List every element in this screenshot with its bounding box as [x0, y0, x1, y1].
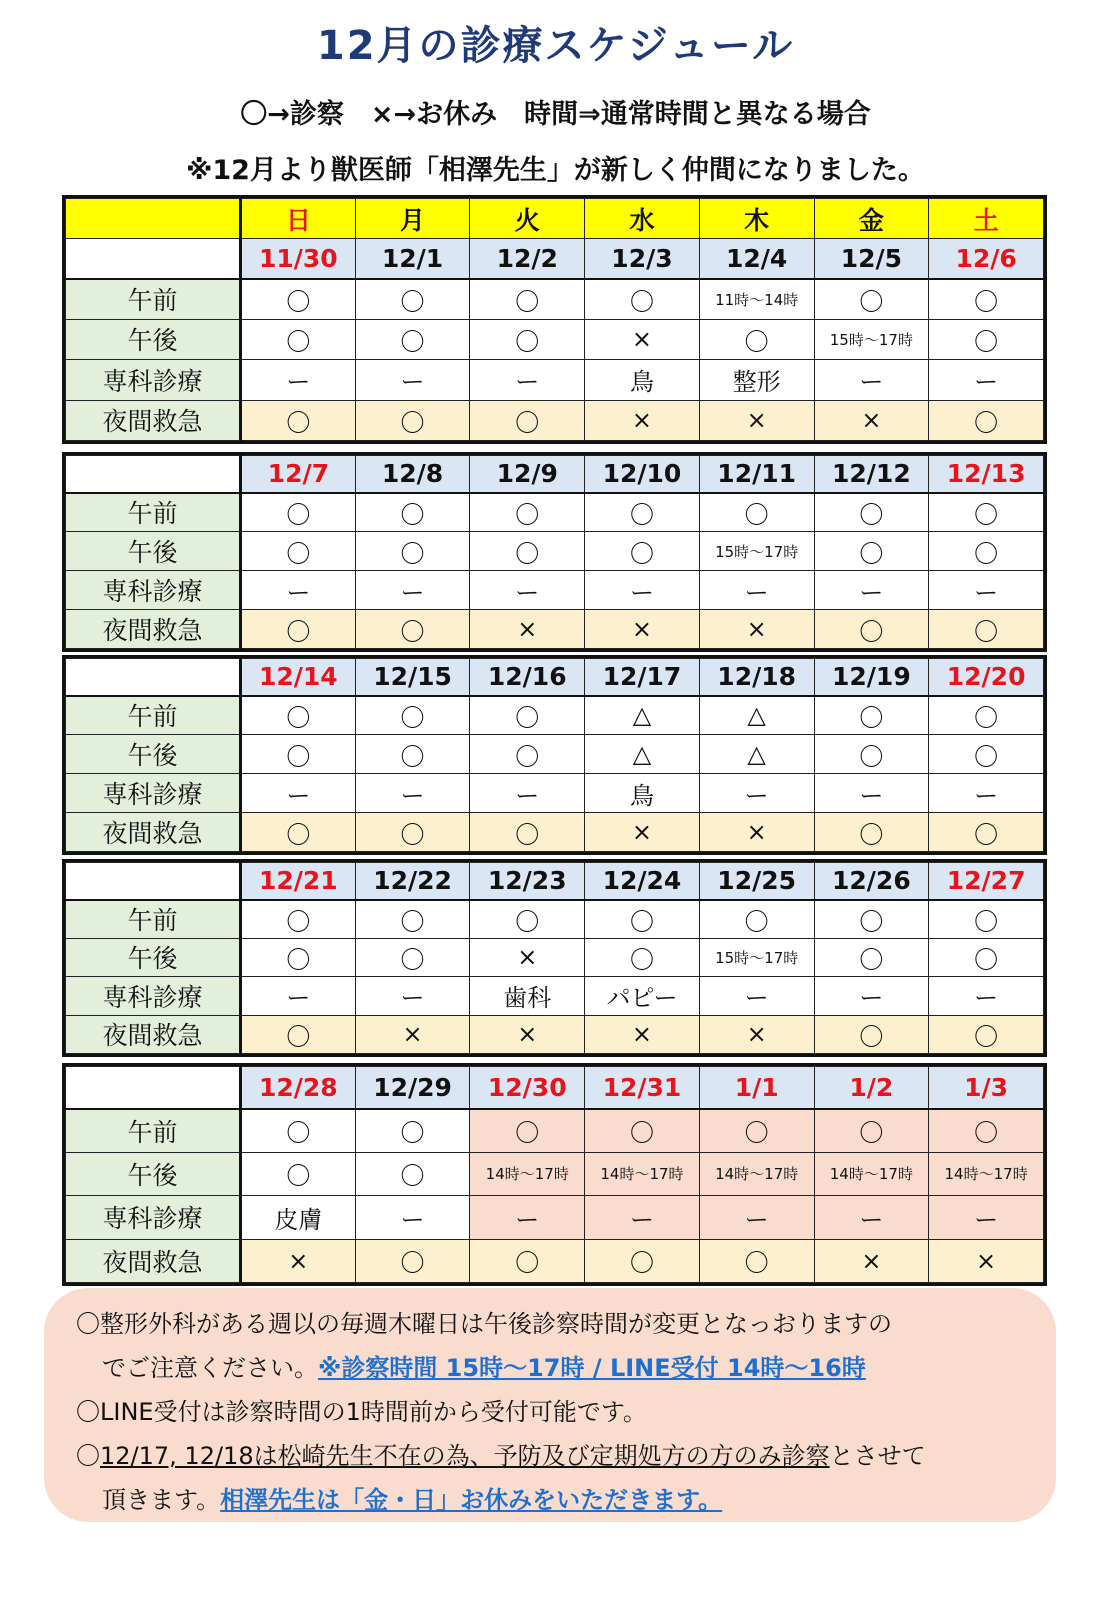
schedule-row-pm: [66, 1152, 1044, 1196]
schedule-cell: 〇: [929, 938, 1044, 977]
note-text: 〇整形外科がある週以の毎週木曜日は午後診察時間が変更となっおりますの: [76, 1310, 892, 1338]
date-cell: 12/21: [241, 863, 356, 900]
row-label: 夜間救急: [66, 1239, 241, 1283]
aizawa-link[interactable]: 相澤先生は「金・日」お休みをいただきます。: [220, 1486, 723, 1514]
week-table: [62, 1063, 1047, 1286]
date-cell: 12/23: [470, 863, 585, 900]
schedule-cell: ×: [699, 813, 814, 852]
schedule-cell: 〇: [470, 813, 585, 852]
date-row: [66, 1067, 1044, 1109]
week-table: [62, 452, 1047, 652]
schedule-row-am: [66, 696, 1044, 735]
date-row: [66, 659, 1044, 696]
schedule-cell: 〇: [814, 493, 929, 532]
schedule-cell: 皮膚: [241, 1196, 356, 1240]
schedule-row-am: [66, 1109, 1044, 1153]
schedule-cell: 15時～17時: [814, 319, 929, 360]
schedule-cell: 〇: [241, 1015, 356, 1054]
schedule-cell: 〇: [241, 610, 356, 649]
date-cell: 1/1: [699, 1067, 814, 1109]
schedule-cell: 〇: [241, 696, 356, 735]
date-cell: 12/24: [585, 863, 700, 900]
date-cell: 12/12: [814, 456, 929, 493]
date-cell: 12/19: [814, 659, 929, 696]
row-label: 午前: [66, 493, 241, 532]
row-label: 午前: [66, 696, 241, 735]
row-label: 夜間救急: [66, 1015, 241, 1054]
note-text: 〇LINE受付は診察時間の1時間前から受付可能です。: [76, 1398, 647, 1426]
schedule-cell: 14時～17時: [814, 1152, 929, 1196]
schedule-cell: ー: [470, 360, 585, 401]
schedule-cell: 〇: [814, 735, 929, 774]
schedule-cell: 〇: [241, 400, 356, 441]
schedule-cell: ×: [585, 319, 700, 360]
date-cell: 12/13: [929, 456, 1044, 493]
schedule-cell: 〇: [814, 532, 929, 571]
schedule-cell: ×: [699, 610, 814, 649]
schedule-cell: 〇: [470, 532, 585, 571]
schedule-cell: ×: [929, 1239, 1044, 1283]
schedule-cell: 鳥: [585, 774, 700, 813]
day-thu: 木: [699, 199, 814, 239]
date-cell: 12/5: [814, 239, 929, 279]
schedule-cell: 〇: [929, 813, 1044, 852]
schedule-cell: 〇: [585, 532, 700, 571]
schedule-row-am: [66, 493, 1044, 532]
schedule-cell: 〇: [814, 813, 929, 852]
schedule-cell: ー: [355, 571, 470, 610]
note-text: 〇: [76, 1442, 100, 1470]
schedule-cell: ×: [470, 610, 585, 649]
date-cell: 12/1: [355, 239, 470, 279]
row-label: 夜間救急: [66, 400, 241, 441]
schedule-cell: 〇: [241, 813, 356, 852]
date-cell: 12/11: [699, 456, 814, 493]
schedule-cell: 〇: [929, 735, 1044, 774]
schedule-cell: ー: [241, 360, 356, 401]
date-cell: 12/18: [699, 659, 814, 696]
row-label: 午後: [66, 532, 241, 571]
schedule-cell: ー: [699, 1196, 814, 1240]
schedule-row-special: [66, 1196, 1044, 1240]
schedule-cell: 〇: [355, 1239, 470, 1283]
schedule-cell: 〇: [585, 1239, 700, 1283]
schedule-cell: ×: [585, 1015, 700, 1054]
schedule-cell: 〇: [241, 900, 356, 939]
schedule-cell: 〇: [929, 319, 1044, 360]
date-cell: 12/9: [470, 456, 585, 493]
day-sun: 日: [241, 199, 356, 239]
schedule-cell: ー: [585, 571, 700, 610]
schedule-cell: 14時～17時: [470, 1152, 585, 1196]
schedule-cell: 〇: [699, 1109, 814, 1153]
note-line-1: [76, 1302, 1026, 1346]
date-cell: 12/6: [929, 239, 1044, 279]
schedule-cell: 〇: [585, 493, 700, 532]
schedule-cell: 〇: [929, 493, 1044, 532]
schedule-cell: ×: [585, 400, 700, 441]
schedule-cell: ー: [699, 571, 814, 610]
schedule-cell: ×: [699, 400, 814, 441]
row-label: 専科診療: [66, 571, 241, 610]
schedule-row-special: [66, 774, 1044, 813]
date-cell: 1/3: [929, 1067, 1044, 1109]
note-text: とさせて: [829, 1442, 926, 1470]
schedule-cell: ー: [585, 1196, 700, 1240]
legend-line: 〇→診察 ×→お休み 時間⇒通常時間と異なる場合: [240, 99, 871, 130]
schedule-cell: 〇: [241, 279, 356, 320]
row-label: 専科診療: [66, 977, 241, 1016]
row-label: 午後: [66, 319, 241, 360]
schedule-cell: 〇: [814, 938, 929, 977]
schedule-cell: 〇: [929, 696, 1044, 735]
schedule-cell: ×: [470, 938, 585, 977]
schedule-cell: 〇: [241, 938, 356, 977]
hours-link[interactable]: ※診察時間 15時～17時 / LINE受付 14時～16時: [318, 1354, 866, 1382]
schedule-cell: 〇: [355, 696, 470, 735]
schedule-cell: ー: [699, 977, 814, 1016]
schedule-cell: 〇: [355, 279, 470, 320]
schedule-cell: 〇: [241, 1152, 356, 1196]
date-cell: 12/26: [814, 863, 929, 900]
schedule-cell: 〇: [355, 1152, 470, 1196]
schedule-cell: ×: [814, 400, 929, 441]
date-cell: 12/7: [241, 456, 356, 493]
corner-cell: [66, 863, 241, 900]
day-header-row: [66, 199, 1044, 239]
schedule-cell: 〇: [470, 319, 585, 360]
date-cell: 12/8: [355, 456, 470, 493]
corner-cell: [66, 239, 241, 279]
schedule-cell: ー: [814, 977, 929, 1016]
note-line-3: [76, 1390, 1026, 1434]
schedule-cell: 〇: [585, 938, 700, 977]
schedule-cell: 整形: [699, 360, 814, 401]
schedule-cell: 〇: [355, 493, 470, 532]
row-label: 夜間救急: [66, 610, 241, 649]
row-label: 午前: [66, 900, 241, 939]
notes-box: [44, 1288, 1056, 1522]
schedule-cell: ー: [814, 774, 929, 813]
schedule-cell: 〇: [814, 1015, 929, 1054]
schedule-cell: 歯科: [470, 977, 585, 1016]
schedule-cell: 〇: [470, 1239, 585, 1283]
date-cell: 12/14: [241, 659, 356, 696]
schedule-cell: ー: [241, 977, 356, 1016]
schedule-cell: 〇: [814, 900, 929, 939]
note-line-4: [76, 1434, 1026, 1478]
schedule-cell: ×: [814, 1239, 929, 1283]
schedule-cell: △: [585, 735, 700, 774]
schedule-row-night: [66, 813, 1044, 852]
schedule-cell: 〇: [241, 1109, 356, 1153]
week-table: [62, 859, 1047, 1057]
schedule-cell: ー: [355, 1196, 470, 1240]
schedule-cell: 〇: [929, 610, 1044, 649]
schedule-row-special: [66, 977, 1044, 1016]
schedule-cell: ×: [355, 1015, 470, 1054]
schedule-cell: ー: [929, 360, 1044, 401]
day-mon: 月: [355, 199, 470, 239]
schedule-cell: 14時～17時: [585, 1152, 700, 1196]
schedule-cell: △: [699, 735, 814, 774]
schedule-cell: 〇: [929, 1109, 1044, 1153]
week-table: [62, 655, 1047, 855]
schedule-cell: ー: [355, 774, 470, 813]
schedule-cell: ー: [929, 571, 1044, 610]
schedule-cell: 〇: [470, 400, 585, 441]
schedule-cell: 14時～17時: [699, 1152, 814, 1196]
notice-line: ※12月より獣医師「相澤先生」が新しく仲間になりました。: [186, 155, 925, 186]
schedule-cell: 〇: [241, 493, 356, 532]
schedule-cell: 〇: [470, 735, 585, 774]
schedule-cell: 〇: [929, 532, 1044, 571]
row-label: 専科診療: [66, 1196, 241, 1240]
schedule-cell: 〇: [929, 279, 1044, 320]
schedule-cell: 鳥: [585, 360, 700, 401]
schedule-row-am: [66, 900, 1044, 939]
schedule-cell: △: [585, 696, 700, 735]
schedule-cell: 〇: [355, 1109, 470, 1153]
date-cell: 12/20: [929, 659, 1044, 696]
schedule-cell: 〇: [929, 1015, 1044, 1054]
day-tue: 火: [470, 199, 585, 239]
row-label: 午前: [66, 279, 241, 320]
date-cell: 12/10: [585, 456, 700, 493]
date-cell: 12/31: [585, 1067, 700, 1109]
date-cell: 12/16: [470, 659, 585, 696]
schedule-cell: 〇: [355, 900, 470, 939]
week-table: [62, 195, 1047, 444]
row-label: 専科診療: [66, 774, 241, 813]
schedule-cell: 〇: [585, 900, 700, 939]
schedule-cell: ー: [470, 1196, 585, 1240]
row-label: 午後: [66, 1152, 241, 1196]
schedule-cell: ー: [929, 977, 1044, 1016]
schedule-cell: ー: [929, 1196, 1044, 1240]
schedule-cell: ー: [470, 774, 585, 813]
schedule-cell: ×: [585, 813, 700, 852]
row-label: 専科診療: [66, 360, 241, 401]
schedule-cell: ー: [699, 774, 814, 813]
date-cell: 12/27: [929, 863, 1044, 900]
schedule-cell: ×: [585, 610, 700, 649]
schedule-cell: 〇: [814, 1109, 929, 1153]
note-text: でご注意ください。: [102, 1354, 318, 1382]
schedule-cell: 15時～17時: [699, 532, 814, 571]
corner-cell: [66, 456, 241, 493]
schedule-row-am: [66, 279, 1044, 320]
schedule-cell: ー: [355, 360, 470, 401]
schedule-cell: 〇: [699, 319, 814, 360]
schedule-cell: 〇: [241, 532, 356, 571]
schedule-cell: 〇: [929, 400, 1044, 441]
schedule-cell: 〇: [929, 900, 1044, 939]
schedule-cell: ×: [699, 1015, 814, 1054]
row-label: 夜間救急: [66, 813, 241, 852]
schedule-cell: 〇: [470, 1109, 585, 1153]
schedule-cell: 〇: [585, 1109, 700, 1153]
schedule-cell: 〇: [355, 813, 470, 852]
date-cell: 12/29: [355, 1067, 470, 1109]
schedule-cell: 〇: [355, 610, 470, 649]
schedule-row-night: [66, 1015, 1044, 1054]
date-cell: 11/30: [241, 239, 356, 279]
schedule-cell: ー: [814, 360, 929, 401]
schedule-cell: 〇: [355, 532, 470, 571]
schedule-cell: 〇: [241, 319, 356, 360]
schedule-cell: ー: [470, 571, 585, 610]
schedule-cell: ー: [241, 571, 356, 610]
schedule-row-pm: [66, 319, 1044, 360]
day-wed: 水: [585, 199, 700, 239]
schedule-cell: 〇: [814, 610, 929, 649]
schedule-cell: ×: [470, 1015, 585, 1054]
schedule-cell: 〇: [814, 696, 929, 735]
note-line-5: [76, 1478, 1026, 1522]
schedule-cell: ー: [814, 571, 929, 610]
schedule-row-special: [66, 571, 1044, 610]
schedule-row-pm: [66, 735, 1044, 774]
schedule-cell: ー: [355, 977, 470, 1016]
schedule-cell: 〇: [355, 735, 470, 774]
schedule-cell: ー: [814, 1196, 929, 1240]
note-dates: 12/17, 12/18: [100, 1442, 254, 1470]
date-cell: 12/15: [355, 659, 470, 696]
date-row: [66, 239, 1044, 279]
date-cell: 12/2: [470, 239, 585, 279]
date-cell: 12/28: [241, 1067, 356, 1109]
note-text: 頂きます。: [102, 1486, 221, 1514]
schedule-cell: 〇: [470, 279, 585, 320]
schedule-cell: 〇: [355, 319, 470, 360]
date-cell: 12/22: [355, 863, 470, 900]
schedule-cell: 14時～17時: [929, 1152, 1044, 1196]
date-row: [66, 456, 1044, 493]
row-label: 午後: [66, 735, 241, 774]
date-cell: 12/30: [470, 1067, 585, 1109]
schedule-cell: 〇: [470, 696, 585, 735]
schedule-row-special: [66, 360, 1044, 401]
schedule-row-night: [66, 400, 1044, 441]
page-title: 12月の診療スケジュール: [316, 23, 795, 69]
schedule-cell: 〇: [241, 735, 356, 774]
date-cell: 1/2: [814, 1067, 929, 1109]
schedule-cell: 〇: [355, 400, 470, 441]
schedule-cell: 〇: [585, 279, 700, 320]
row-label: 午前: [66, 1109, 241, 1153]
schedule-cell: 〇: [470, 493, 585, 532]
schedule-cell: 〇: [699, 493, 814, 532]
corner-cell: [66, 199, 241, 239]
note-line-2: [76, 1346, 1026, 1390]
corner-cell: [66, 659, 241, 696]
schedule-cell: △: [699, 696, 814, 735]
schedule-cell: 〇: [470, 900, 585, 939]
date-row: [66, 863, 1044, 900]
schedule-row-night: [66, 610, 1044, 649]
schedule-row-pm: [66, 938, 1044, 977]
schedule-cell: 15時～17時: [699, 938, 814, 977]
row-label: 午後: [66, 938, 241, 977]
schedule-row-night: [66, 1239, 1044, 1283]
corner-cell: [66, 1067, 241, 1109]
date-cell: 12/3: [585, 239, 700, 279]
date-cell: 12/4: [699, 239, 814, 279]
schedule-cell: 〇: [699, 1239, 814, 1283]
date-cell: 12/25: [699, 863, 814, 900]
schedule-cell: ー: [241, 774, 356, 813]
schedule-cell: パピー: [585, 977, 700, 1016]
schedule-cell: ー: [929, 774, 1044, 813]
schedule-cell: 〇: [814, 279, 929, 320]
schedule-cell: 〇: [699, 900, 814, 939]
schedule-row-pm: [66, 532, 1044, 571]
day-fri: 金: [814, 199, 929, 239]
day-sat: 土: [929, 199, 1044, 239]
schedule-cell: 11時～14時: [699, 279, 814, 320]
date-cell: 12/17: [585, 659, 700, 696]
note-text: は松崎先生不在の為、予防及び定期処方の方のみ診察: [253, 1442, 830, 1470]
schedule-cell: 〇: [355, 938, 470, 977]
schedule-cell: ×: [241, 1239, 356, 1283]
